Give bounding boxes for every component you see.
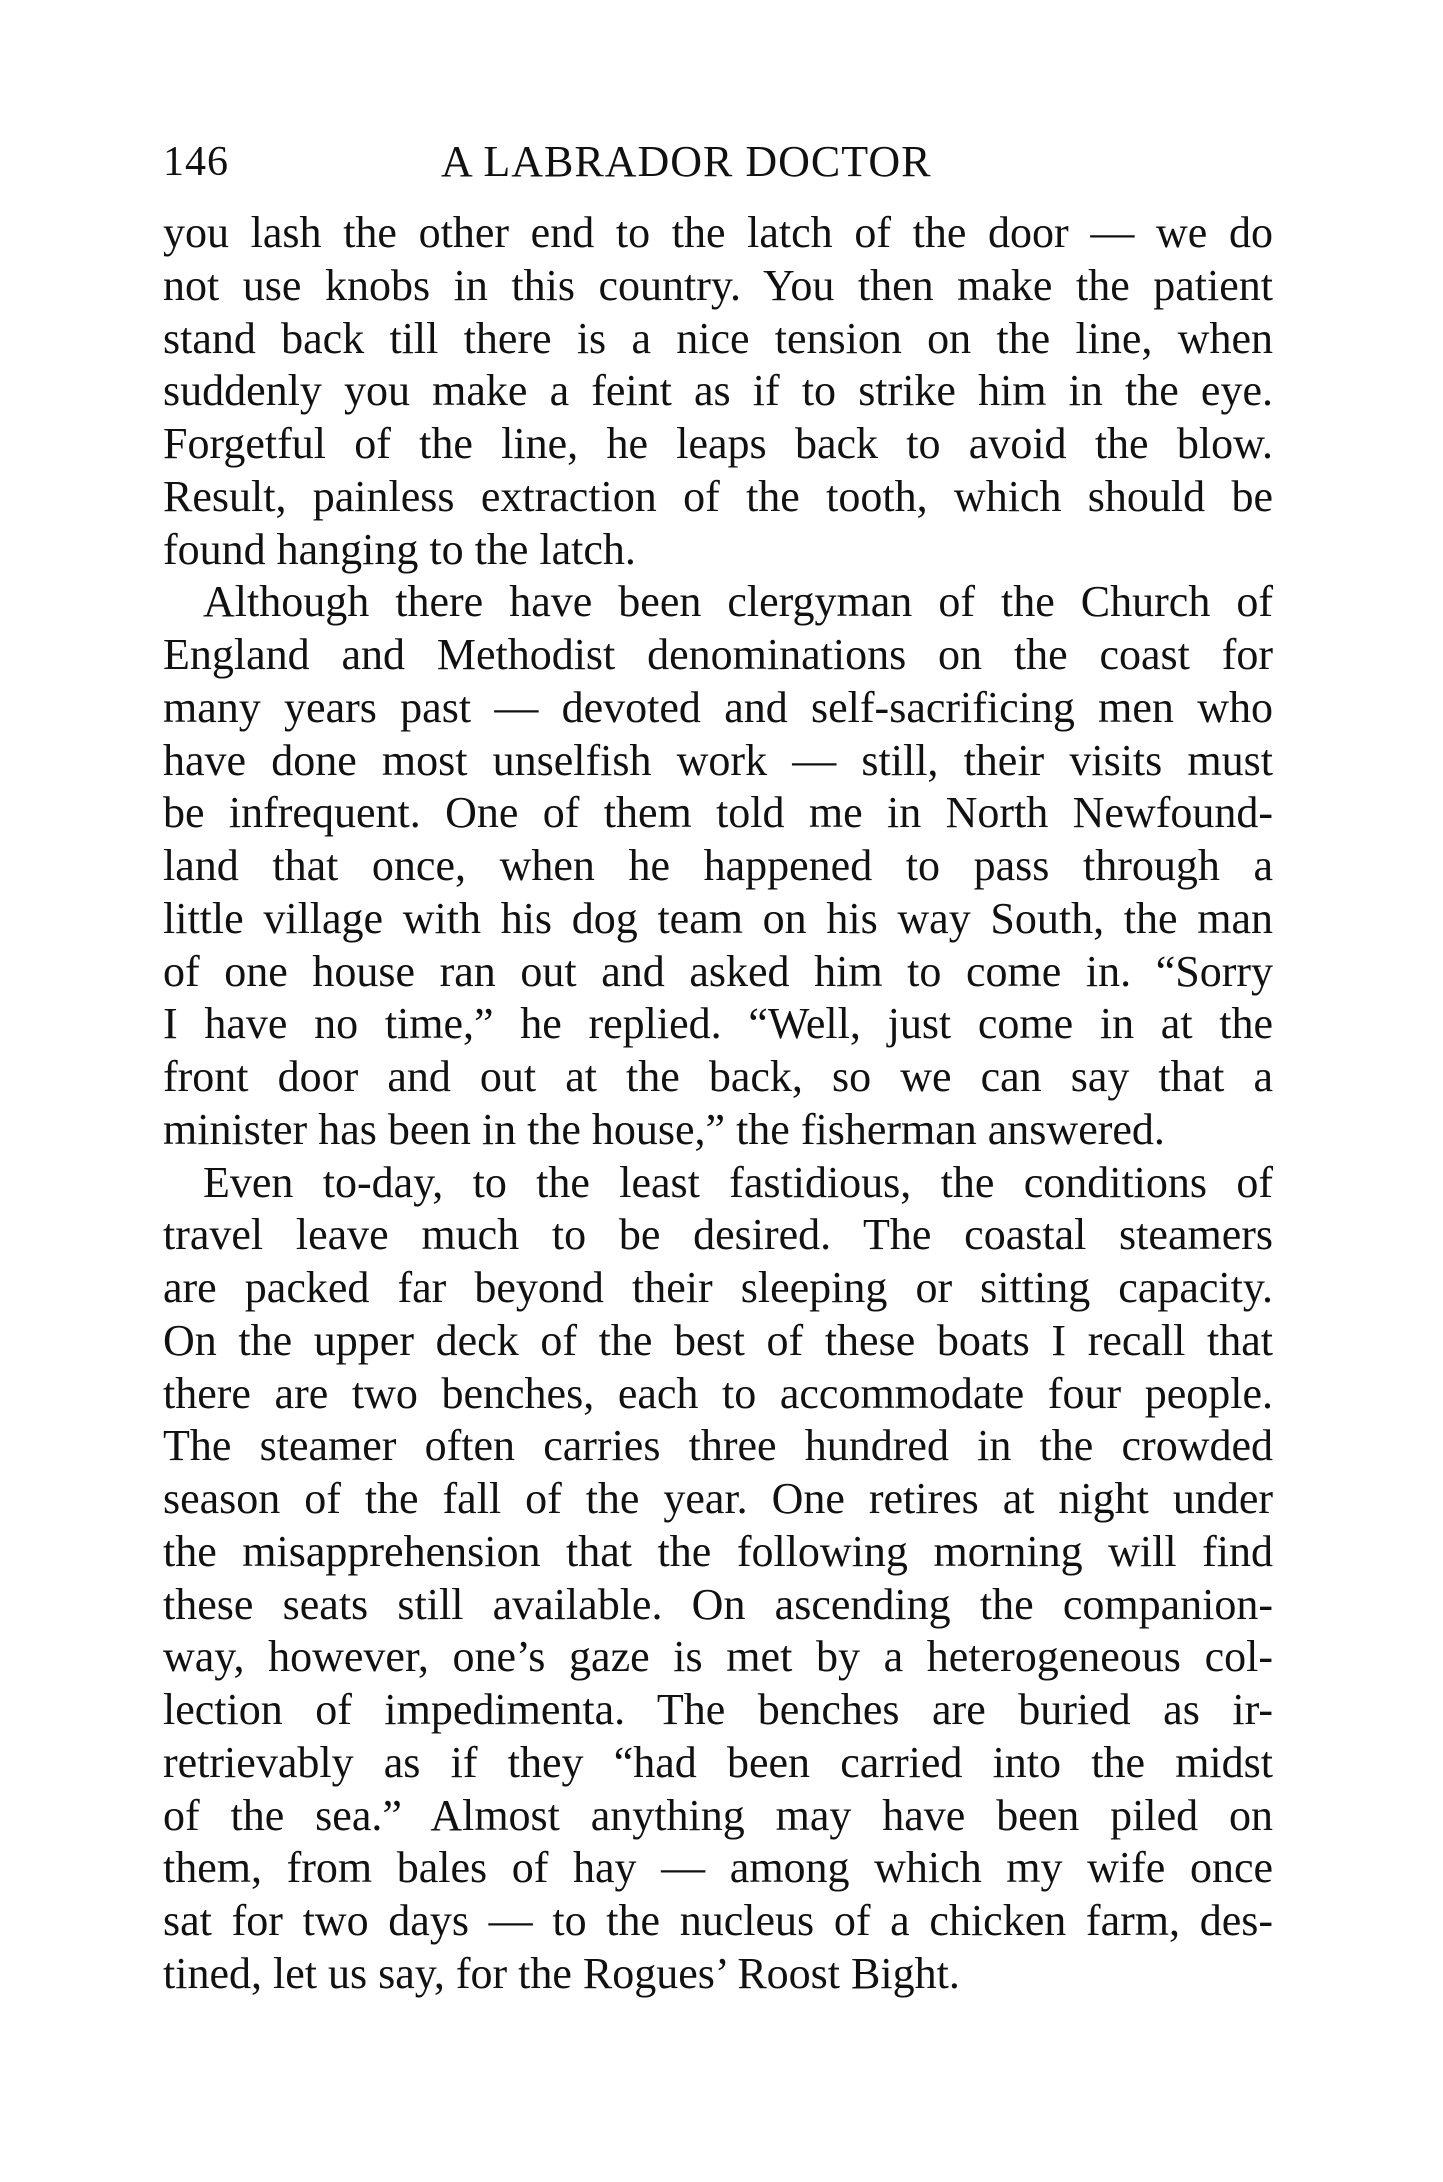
text-line: of the sea.” Almost anything may have been piled on — [163, 1790, 1273, 1840]
text-line: I have no time,” he replied. “Well, just come in at the — [163, 999, 1273, 1049]
text-line: are packed far beyond their sleeping or sitting capacity. — [163, 1263, 1273, 1312]
text-line: season of the fall of the year. One retires at night under — [163, 1474, 1273, 1523]
body-text — [163, 207, 1273, 2001]
text-line: you lash the other end to the latch of the door — we do — [163, 208, 1273, 257]
text-line: there are two benches, each to accommodate four people. — [163, 1368, 1273, 1418]
text-line: minister has been in the house,” the fisherman answered. — [163, 1104, 1165, 1154]
text-line: not use knobs in this country. You then make the patient — [163, 260, 1273, 310]
text-line: of one house ran out and asked him to come in. “Sorry — [163, 946, 1273, 996]
running-header — [163, 132, 1273, 192]
text-line: The steamer often carries three hundred in the crowded — [163, 1421, 1273, 1471]
text-line: suddenly you make a feint as if to strike him in the eye. — [163, 366, 1273, 416]
text-line: travel leave much to be desired. The coastal steamers — [163, 1210, 1273, 1260]
text-line: land that once, when he happened to pass through a — [163, 841, 1273, 890]
running-title: A LABRADOR DOCTOR — [441, 137, 932, 186]
text-line: them, from bales of hay — among which my wife once — [163, 1843, 1273, 1893]
text-line: Although there have been clergyman of the Church of — [203, 577, 1273, 627]
text-line: England and Methodist denominations on the coast for — [163, 630, 1273, 679]
text-line: these seats still available. On ascending the companion- — [163, 1579, 1273, 1629]
text-line: little village with his dog team on his way South, the man — [163, 893, 1273, 943]
text-line: sat for two days — to the nucleus of a chicken farm, des- — [163, 1896, 1273, 1945]
text-line: have done most unselfish work — still, their visits must — [163, 735, 1273, 785]
text-line: stand back till there is a nice tension on the line, when — [163, 313, 1273, 363]
text-line: Even to-day, to the least fastidious, the conditions of — [203, 1157, 1273, 1207]
text-line: many years past — devoted and self-sacrificing men who — [163, 682, 1273, 732]
text-line: retrievably as if they “had been carried into the midst — [163, 1737, 1273, 1787]
text-line: Result, painless extraction of the tooth, which should be — [163, 471, 1273, 521]
text-line: lection of impedimenta. The benches are buried as ir- — [163, 1685, 1273, 1734]
text-line: Forgetful of the line, he leaps back to avoid the blow. — [163, 419, 1273, 468]
text-line: found hanging to the latch. — [163, 524, 636, 574]
text-line: front door and out at the back, so we can say that a — [163, 1052, 1273, 1101]
text-line: the misapprehension that the following morning will find — [163, 1526, 1273, 1576]
text-line: way, however, one’s gaze is met by a heterogeneous col- — [163, 1632, 1273, 1682]
text-line: be infrequent. One of them told me in North Newfound- — [163, 788, 1273, 838]
text-line: tined, let us say, for the Rogues’ Roost Bight. — [163, 1948, 960, 1998]
text-line: On the upper deck of the best of these boats I recall that — [163, 1315, 1273, 1365]
page-number: 146 — [163, 139, 229, 185]
